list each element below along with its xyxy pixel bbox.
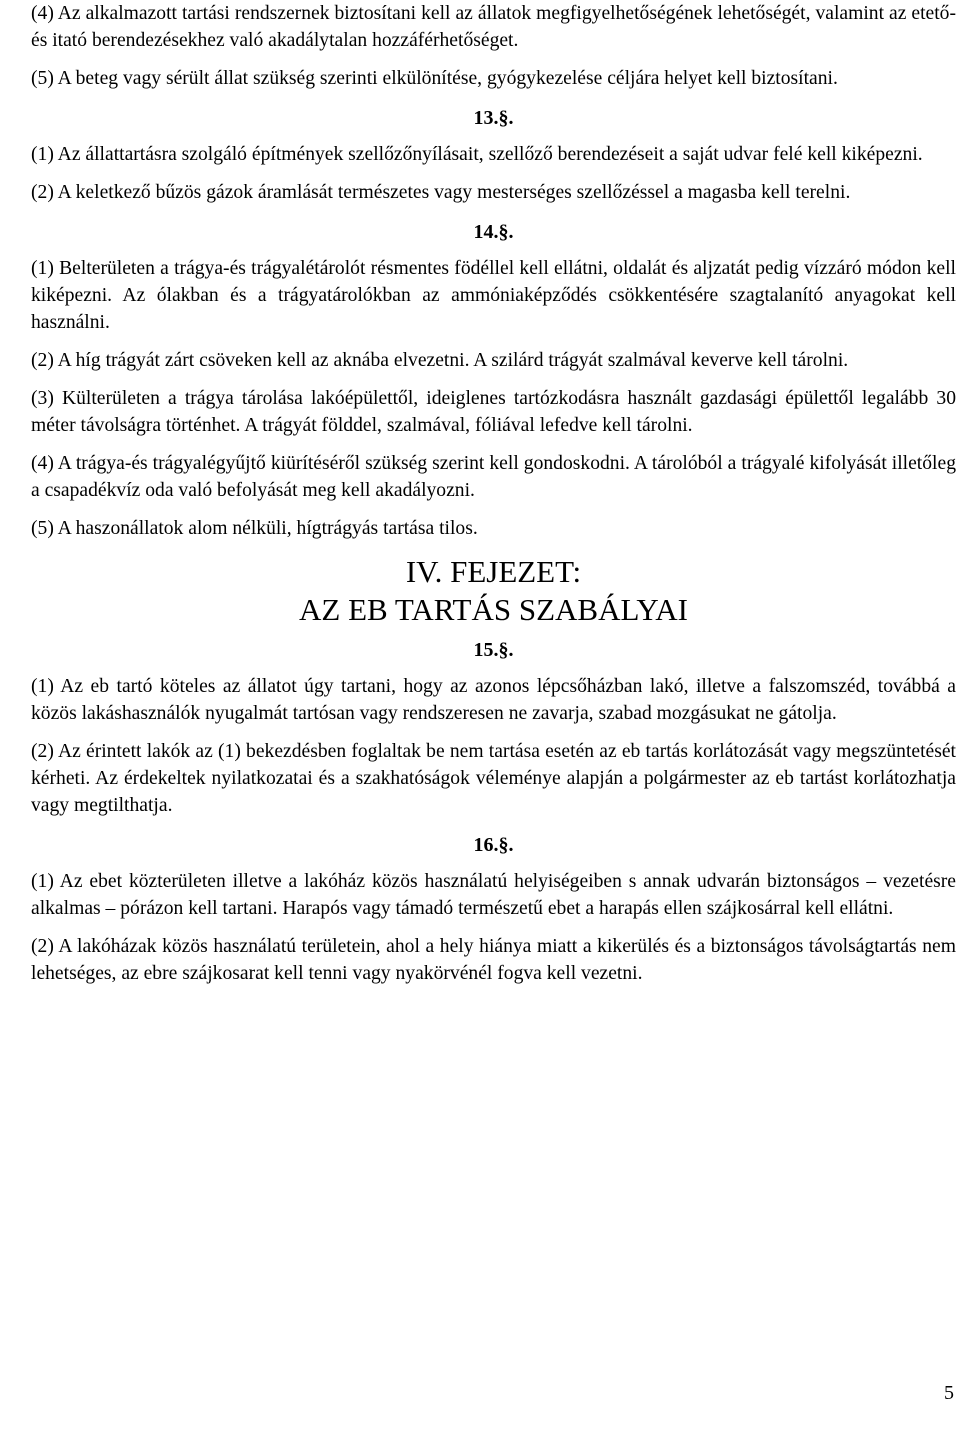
paragraph-15-1: (1) Az eb tartó köteles az állatot úgy tartani, hogy az azonos lépcsőházban lakó, illetve a falszomszéd, továbbá a közös lakáshasználók nyugalmát tartósan vagy rendszeresen ne zavarja, szabad mozgásukat ne gátolja.	[31, 676, 956, 724]
page-number: 5	[944, 1382, 954, 1404]
paragraph-15-2: (2) Az érintett lakók az (1) bekezdésben foglaltak be nem tartása esetén az eb tartás korlátozását vagy megszüntetését kérheti. Az érdekeltek nyilatkozatai és a szakhatóságok véleménye alapján a polgármester az eb tartást korlátozhatja vagy megtilthatja.	[31, 741, 956, 816]
section-heading-15: 15.§.	[473, 639, 514, 661]
section-heading-14: 14.§.	[473, 221, 514, 243]
paragraph-prev-4: (4) Az alkalmazott tartási rendszernek biztosítani kell az állatok megfigyelhetőségének lehetőségét, valamint az etető- és itató berendezésekhez való akadálytalan hozzáférhetőséget.	[31, 3, 956, 51]
paragraph-13-2: (2) A keletkező bűzös gázok áramlását természetes vagy mesterséges szellőzéssel a magasba kell terelni.	[31, 182, 851, 203]
document-page	[31, 0, 956, 998]
section-heading-13: 13.§.	[473, 107, 514, 129]
paragraph-13-1: (1) Az állattartásra szolgáló építmények szellőzőnyílásait, szellőző berendezéseit a saját udvar felé kell kiképezni.	[31, 144, 923, 165]
section-heading-16: 16.§.	[473, 834, 514, 856]
chapter-title-line-2: AZ EB TARTÁS SZABÁLYAI	[299, 592, 688, 627]
paragraph-prev-5: (5) A beteg vagy sérült állat szükség szerinti elkülönítése, gyógykezelése céljára helyet kell biztosítani.	[31, 68, 838, 89]
paragraph-16-1: (1) Az ebet közterületen illetve a lakóház közös használatú helyiségeiben s annak udvarán biztonságos – vezetésre alkalmas – pórázon kell tartani. Harapós vagy támadó természetű ebet a harapás ellen szájkosárral kell ellátni.	[31, 871, 956, 919]
paragraph-14-3: (3) Külterületen a trágya tárolása lakóépülettől, ideiglenes tartózkodásra használt gazdasági épülettől legalább 30 méter távolságra történhet. A trágyát földdel, szalmával, fóliával lefedve kell tárolni.	[31, 388, 956, 436]
chapter-title-line-1: IV. FEJEZET:	[405, 554, 582, 589]
paragraph-14-2: (2) A híg trágyát zárt csöveken kell az aknába elvezetni. A szilárd trágyát szalmával keverve kell tárolni.	[31, 350, 849, 371]
paragraph-14-4: (4) A trágya-és trágyalégyűjtő kiürítéséről szükség szerint kell gondoskodni. A tárolóból a trágyalé kifolyását illetőleg a csapadékvíz oda való befolyását meg kell akadályozni.	[31, 453, 956, 501]
paragraph-14-1: (1) Belterületen a trágya-és trágyalétárolót résmentes födéllel kell ellátni, oldalát és aljzatát pedig vízzáró módon kell kiképezni. Az ólakban és a trágyatárolókban az ammóniaképződés csökkentésére szagtalanító anyagokat kell használni.	[31, 258, 956, 333]
chapter-title	[31, 553, 956, 629]
paragraph-14-5: (5) A haszonállatok alom nélküli, hígtrágyás tartása tilos.	[31, 518, 478, 539]
paragraph-16-2: (2) A lakóházak közös használatú területein, ahol a hely hiánya miatt a kikerülés és a biztonságos távolságtartás nem lehetséges, az ebre szájkosarat kell tenni vagy nyakörvénél fogva kell vezetni.	[31, 936, 956, 984]
